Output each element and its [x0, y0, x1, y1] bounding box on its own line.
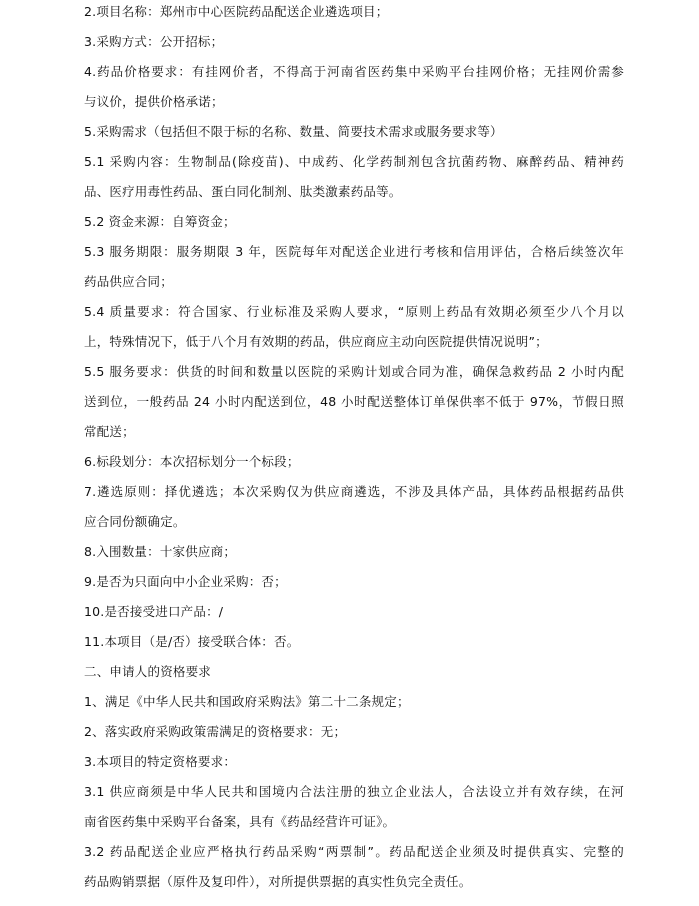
text-line-quality-requirement-cont: 上，特殊情况下，低于八个月有效期的药品，供应商应主动向医院提供情况说明”； [84, 334, 548, 349]
text-line-procurement-needs: 5.采购需求（包括但不限于标的名称、数量、简要技术需求或服务要求等） [84, 124, 503, 139]
text-line-service-requirement-end: 常配送； [84, 424, 135, 439]
text-line-qualification-2: 2、落实政府采购政策需满足的资格要求：无； [84, 724, 347, 739]
text-line-project-name: 2.项目名称：郑州市中心医院药品配送企业遴选项目； [84, 4, 389, 19]
section-heading-applicant-qualifications: 二、申请人的资格要求 [84, 664, 212, 679]
text-line-qualification-3-2: 3.2 药品配送企业应严格执行药品采购“两票制”。药品配送企业须及时提供真实、完整的 [84, 844, 624, 859]
text-line-fund-source: 5.2 资金来源：自筹资金； [84, 214, 236, 229]
text-line-service-requirement: 5.5 服务要求：供货的时间和数量以医院的采购计划或合同为准，确保急救药品 2 小时内配 [84, 364, 624, 379]
text-line-procurement-content: 5.1 采购内容：生物制品(除疫苗)、中成药、化学药制剂包含抗菌药物、麻醉药品、精神药 [84, 154, 624, 169]
text-line-consortium: 11.本项目（是/否）接受联合体：否。 [84, 634, 300, 649]
text-line-qualification-1: 1、满足《中华人民共和国政府采购法》第二十二条规定； [84, 694, 410, 709]
text-line-specific-qualifications: 3.本项目的特定资格要求： [84, 754, 237, 769]
text-line-service-requirement-cont: 送到位，一般药品 24 小时内配送到位，48 小时配送整体订单保供率不低于 97%，节假日照 [84, 394, 624, 409]
text-line-service-period-cont: 药品供应合同； [84, 274, 173, 289]
text-line-lot-division: 6.标段划分：本次招标划分一个标段； [84, 454, 300, 469]
text-line-selection-principle-cont: 应合同份额确定。 [84, 514, 186, 529]
text-line-service-period: 5.3 服务期限：服务期限 3 年，医院每年对配送企业进行考核和信用评估，合格后续签次年 [84, 244, 624, 259]
text-line-imported-products: 10.是否接受进口产品：/ [84, 604, 224, 619]
text-line-qualification-3-2-cont: 药品购销票据（原件及复印件），对所提供票据的真实性负完全责任。 [84, 874, 472, 889]
text-line-procurement-method: 3.采购方式：公开招标； [84, 34, 224, 49]
text-line-qualification-3-1: 3.1 供应商须是中华人民共和国境内合法注册的独立企业法人，合法设立并有效存续，在河 [84, 784, 624, 799]
text-line-sme-only: 9.是否为只面向中小企业采购：否； [84, 574, 287, 589]
text-line-quality-requirement: 5.4 质量要求：符合国家、行业标准及采购人要求，“原则上药品有效期必须至少八个月以 [84, 304, 624, 319]
text-line-price-requirement-cont: 与议价，提供价格承诺； [84, 94, 224, 109]
text-line-selection-principle: 7.遴选原则：择优遴选；本次采购仅为供应商遴选，不涉及具体产品，具体药品根据药品供 [84, 484, 624, 499]
text-line-shortlist-count: 8.入围数量：十家供应商； [84, 544, 237, 559]
text-line-procurement-content-cont: 品、医疗用毒性药品、蛋白同化制剂、肽类激素药品等。 [84, 184, 402, 199]
text-line-price-requirement: 4.药品价格要求：有挂网价者，不得高于河南省医药集中采购平台挂网价格；无挂网价需参 [84, 64, 624, 79]
text-line-qualification-3-1-cont: 南省医药集中采购平台备案，具有《药品经营许可证》。 [84, 814, 396, 829]
